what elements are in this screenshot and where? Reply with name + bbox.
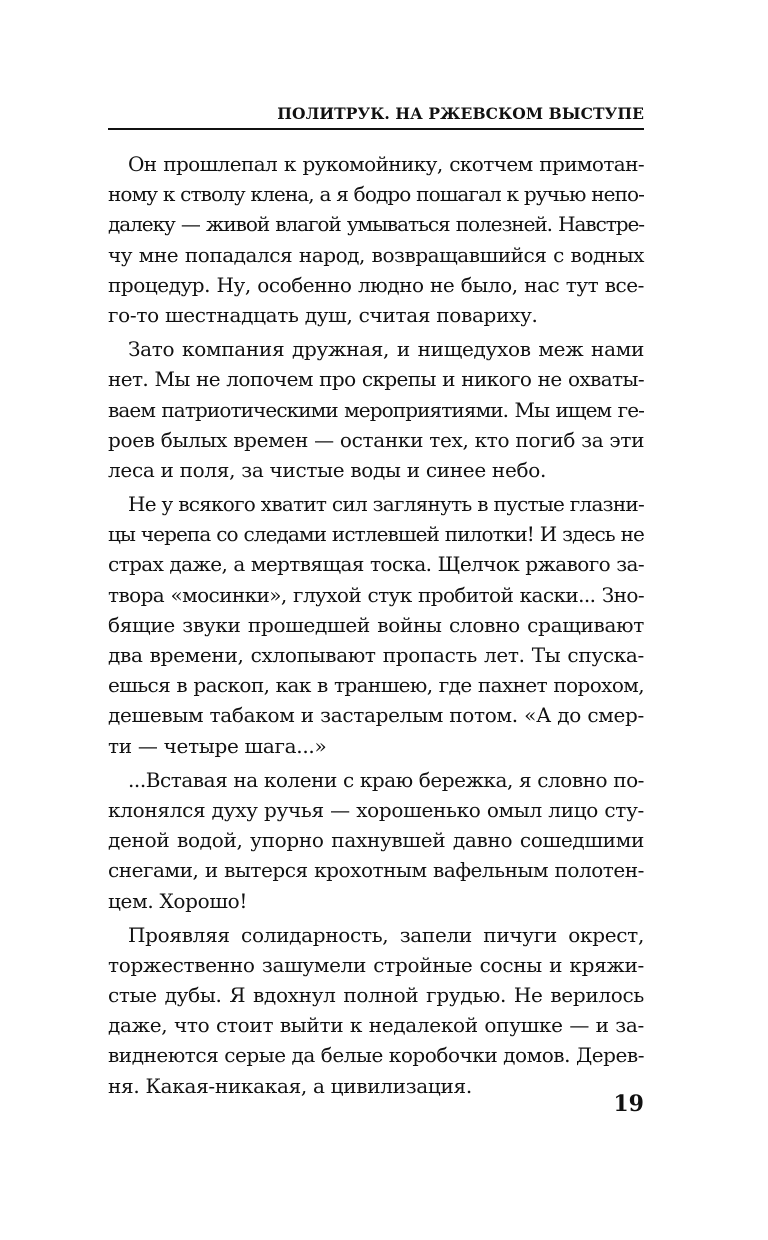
text-line: два времени, схлопывают пропасть лет. Ты спуска-	[108, 643, 644, 667]
text-line: бящие звуки прошедшей войны словно сращивают	[108, 612, 644, 637]
text-line: ешься в раскоп, как в траншею, где пахнет порохом,	[108, 673, 644, 698]
paragraph-4	[108, 765, 644, 916]
text-line: цем. Хорошо!	[108, 888, 248, 913]
text-line: страх даже, а мертвящая тоска. Щелчок ржавого за-	[108, 552, 644, 577]
body-text	[108, 149, 644, 1101]
text-line: Он прошлепал к рукомойнику, скотчем примотан-	[128, 152, 644, 176]
text-line: далеку — живой влагой умываться полезней. Навстре-	[108, 212, 644, 237]
text-line: Не у всякого хватит сил заглянуть в пустые глазни-	[128, 492, 644, 517]
book-page	[108, 100, 644, 1105]
text-line: дешевым табаком и застарелым потом. «А до смер-	[108, 703, 644, 728]
text-line: ваем патриотическими мероприятиями. Мы ищем ге-	[108, 397, 644, 422]
text-line: леса и поля, за чистые воды и синее небо.	[108, 457, 547, 482]
text-line: Проявляя солидарность, запели пичуги окрест,	[128, 922, 644, 947]
text-line: ти — четыре шага...»	[108, 733, 327, 758]
text-line: торжественно зашумели стройные сосны и кряжи-	[108, 952, 644, 977]
text-line: снегами, и вытерся крохотным вафельным полотен-	[108, 858, 644, 883]
text-line: ному к стволу клена, а я бодро пошагал к ручью непо-	[108, 182, 644, 207]
text-line: роев былых времен — останки тех, кто погиб за эти	[108, 427, 645, 452]
running-header: ПОЛИТРУК. НА РЖЕВСКОМ ВЫСТУПЕ	[277, 104, 644, 123]
header-rule	[108, 128, 644, 130]
text-line: клонялся духу ручья — хорошенько омыл лицо сту-	[108, 797, 644, 822]
text-line: цы черепа со следами истлевшей пилотки! И здесь не	[108, 522, 644, 547]
text-line: ня. Какая-никакая, а цивилизация.	[108, 1073, 472, 1098]
text-line: процедур. Ну, особенно людно не было, нас тут все-	[108, 272, 644, 297]
text-line: виднеются серые да белые коробочки домов. Дерев-	[108, 1043, 644, 1068]
text-line: даже, что стоит выйти к недалекой опушке — и за-	[108, 1013, 644, 1038]
text-line: стые дубы. Я вдохнул полной грудью. Не верилось	[108, 983, 644, 1008]
paragraph-3	[108, 489, 644, 761]
text-line: деной водой, упорно пахнувшей давно сошедшими	[108, 828, 644, 853]
paragraph-1	[108, 149, 644, 330]
text-line: Зато компания дружная, и нищедухов меж нами	[128, 337, 644, 362]
paragraph-5	[108, 920, 644, 1101]
page-number: 19	[613, 1091, 644, 1117]
text-line: чу мне попадался народ, возвращавшийся с водных	[108, 242, 644, 267]
text-line: твора «мосинки», глухой стук пробитой каски... Зно-	[108, 582, 644, 607]
paragraph-2	[108, 334, 644, 485]
text-line: ...Вставая на колени с краю бережка, я словно по-	[128, 767, 644, 792]
text-line: го-то шестнадцать душ, считая повариху.	[108, 302, 538, 327]
text-line: нет. Мы не лопочем про скрепы и никого не охваты-	[108, 367, 644, 392]
